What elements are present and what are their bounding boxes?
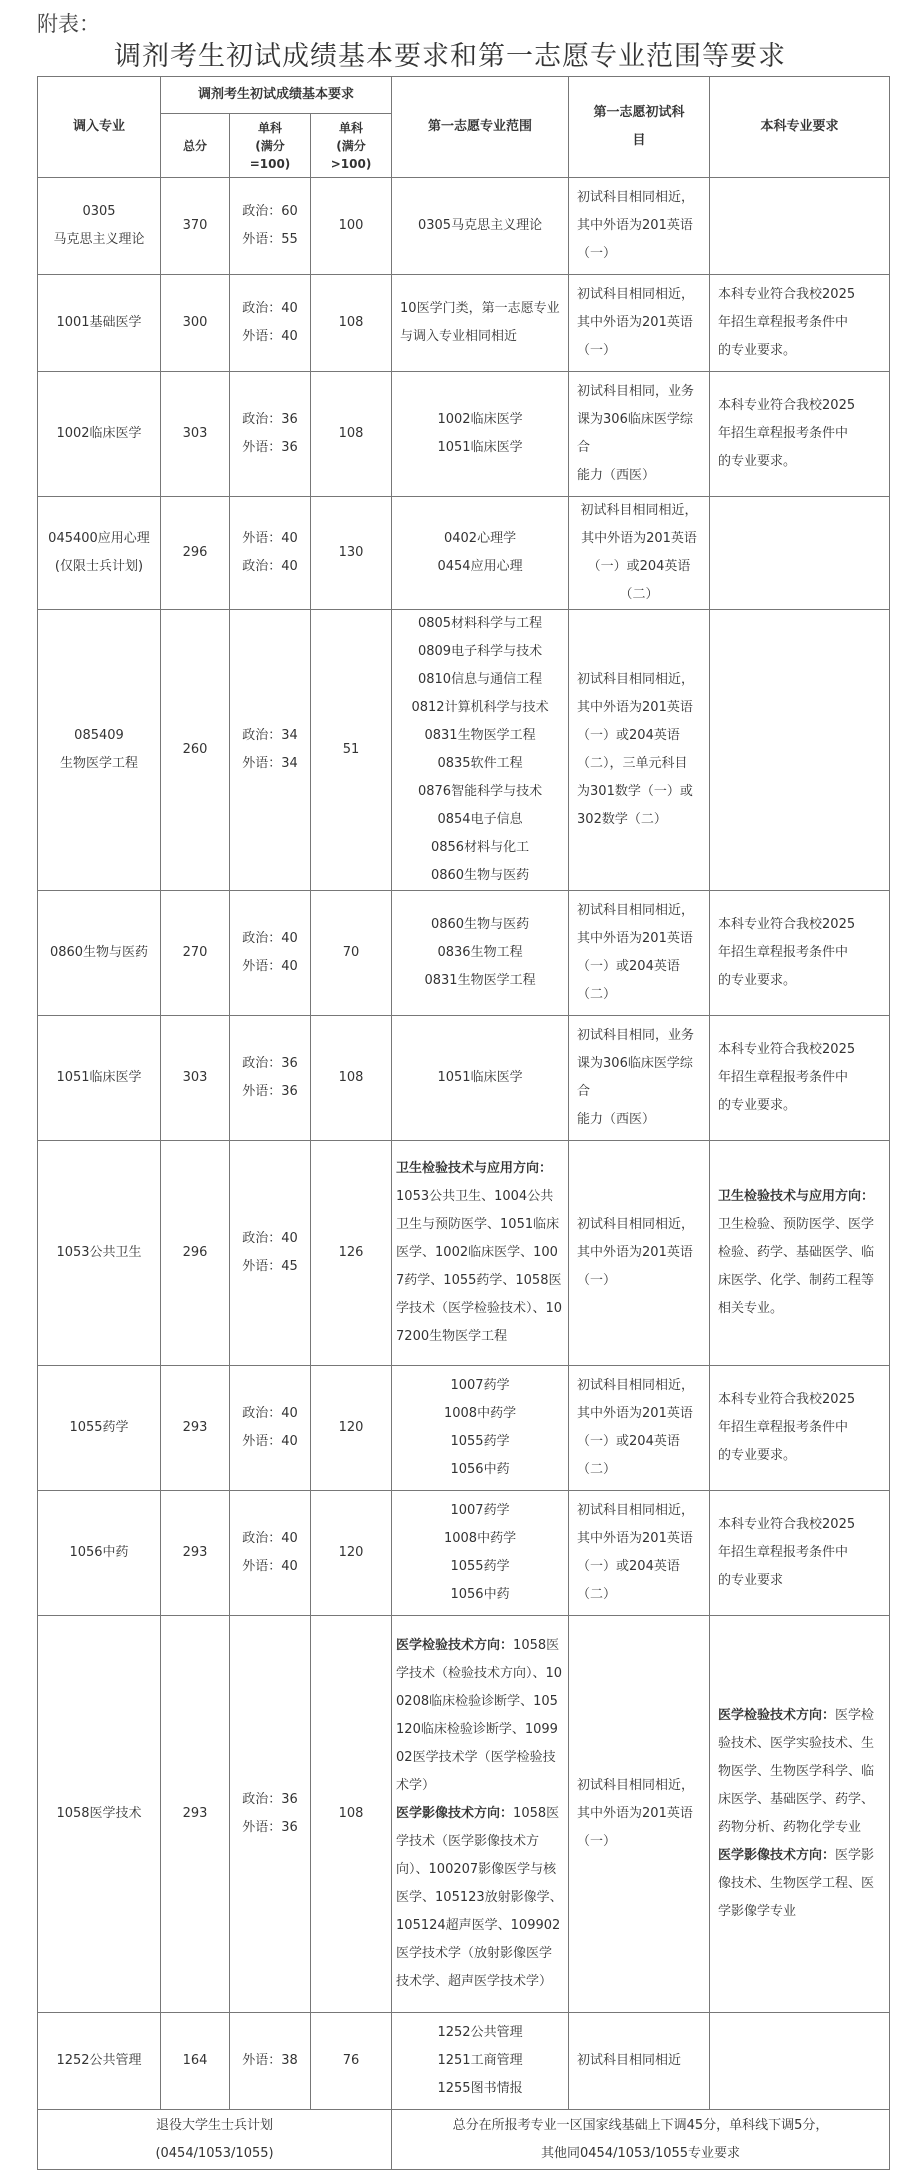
cell-subject: 初试科目相同相近， 其中外语为201英语 （一）或204英语 （二），三单元科目 为301数学（一）或 302数学（二） — [569, 610, 710, 891]
header-undergrad: 本科专业要求 — [710, 77, 890, 178]
table-row — [38, 1366, 890, 1491]
footer-row — [38, 2110, 890, 2170]
cell-major: 1058医学技术 — [38, 1616, 161, 2013]
cell-major: 045400应用心理 (仅限士兵计划) — [38, 497, 161, 610]
cell-single-gt100: 120 — [311, 1491, 392, 1616]
cell-scope: 医学检验技术方向：1058医学技术（检验技术方向）、100208临床检验诊断学、105120临床检验诊断学、109902医学技术学（医学检验技术学） 医学影像技术方向：1058医学技术（医学影像技术方向）、100207影像医学与核医学、105123放射影像学、105124超声医学、109902医学技术学（放射影像医学技术学、超声医学技术学） — [392, 1616, 569, 2013]
cell-major: 1056中药 — [38, 1491, 161, 1616]
cell-total: 293 — [161, 1616, 230, 2013]
cell-single-100: 政治：36 外语：36 — [230, 1016, 311, 1141]
cell-subject: 初试科目相同相近， 其中外语为201英语 （一） — [569, 1141, 710, 1366]
cell-single-gt100: 100 — [311, 178, 392, 275]
cell-major: 1051临床医学 — [38, 1016, 161, 1141]
cell-undergrad — [710, 2013, 890, 2110]
cell-single-gt100: 76 — [311, 2013, 392, 2110]
cell-scope: 0402心理学 0454应用心理 — [392, 497, 569, 610]
page-title: 调剂考生初试成绩基本要求和第一志愿专业范围等要求 — [114, 41, 786, 72]
cell-total: 164 — [161, 2013, 230, 2110]
cell-major: 1001基础医学 — [38, 275, 161, 372]
cell-undergrad — [710, 497, 890, 610]
cell-undergrad: 本科专业符合我校2025 年招生章程报考条件中 的专业要求 — [710, 1491, 890, 1616]
cell-major: 1002临床医学 — [38, 372, 161, 497]
cell-subject: 初试科目相同，业务 课为306临床医学综合 能力（西医） — [569, 1016, 710, 1141]
cell-single-100: 政治：60 外语：55 — [230, 178, 311, 275]
header-score-group: 调剂考生初试成绩基本要求 — [161, 77, 392, 114]
header-single-gt100: 单科 (满分 >100) — [311, 114, 392, 178]
table-row — [38, 610, 890, 891]
cell-single-gt100: 126 — [311, 1141, 392, 1366]
table-row — [38, 891, 890, 1016]
header-first-scope: 第一志愿专业范围 — [392, 77, 569, 178]
cell-scope: 1007药学 1008中药学 1055药学 1056中药 — [392, 1366, 569, 1491]
table-row — [38, 275, 890, 372]
cell-single-100: 外语：38 — [230, 2013, 311, 2110]
cell-scope: 卫生检验技术与应用方向： 1053公共卫生、1004公共卫生与预防医学、1051临床医学、1002临床医学、1007药学、1055药学、1058医学技术（医学检验技术）、107200生物医学工程 — [392, 1141, 569, 1366]
cell-subject: 初试科目相同相近， 其中外语为201英语 （一）或204英语 （二） — [569, 1491, 710, 1616]
cell-single-gt100: 70 — [311, 891, 392, 1016]
table-row — [38, 178, 890, 275]
cell-total: 370 — [161, 178, 230, 275]
cell-subject: 初试科目相同，业务 课为306临床医学综合 能力（西医） — [569, 372, 710, 497]
cell-single-100: 政治：40 外语：40 — [230, 891, 311, 1016]
cell-scope: 1252公共管理 1251工商管理 1255图书情报 — [392, 2013, 569, 2110]
cell-scope: 0860生物与医药 0836生物工程 0831生物医学工程 — [392, 891, 569, 1016]
cell-single-gt100: 108 — [311, 1616, 392, 2013]
cell-single-gt100: 130 — [311, 497, 392, 610]
cell-scope: 1051临床医学 — [392, 1016, 569, 1141]
cell-undergrad: 医学检验技术方向：医学检验技术、医学实验技术、生物医学、生物医学科学、临床医学、基础医学、药学、药物分析、药物化学专业 医学影像技术方向：医学影像技术、生物医学工程、医学影像学专业 — [710, 1616, 890, 2013]
cell-single-100: 政治：40 外语：45 — [230, 1141, 311, 1366]
table-row — [38, 2013, 890, 2110]
cell-single-100: 政治：36 外语：36 — [230, 372, 311, 497]
cell-undergrad: 本科专业符合我校2025 年招生章程报考条件中 的专业要求。 — [710, 891, 890, 1016]
cell-total: 296 — [161, 1141, 230, 1366]
cell-subject: 初试科目相同相近， 其中外语为201英语 （一）或204英语 （二） — [569, 497, 710, 610]
cell-subject: 初试科目相同相近， 其中外语为201英语 （一） — [569, 178, 710, 275]
cell-major: 1252公共管理 — [38, 2013, 161, 2110]
cell-undergrad: 本科专业符合我校2025 年招生章程报考条件中 的专业要求。 — [710, 1366, 890, 1491]
cell-total: 293 — [161, 1366, 230, 1491]
cell-total: 270 — [161, 891, 230, 1016]
cell-subject: 初试科目相同相近， 其中外语为201英语 （一）或204英语 （二） — [569, 891, 710, 1016]
table-row — [38, 1491, 890, 1616]
requirements-table — [37, 76, 890, 2170]
cell-single-100: 政治：34 外语：34 — [230, 610, 311, 891]
cell-scope: 0805材料科学与工程 0809电子科学与技术 0810信息与通信工程 0812计算机科学与技术 0831生物医学工程 0835软件工程 0876智能科学与技术 0854电子信息 0856材料与化工 0860生物与医药 — [392, 610, 569, 891]
header-total: 总分 — [161, 114, 230, 178]
header-single-100: 单科 (满分 =100) — [230, 114, 311, 178]
cell-total: 260 — [161, 610, 230, 891]
cell-single-100: 政治：40 外语：40 — [230, 275, 311, 372]
cell-major: 1053公共卫生 — [38, 1141, 161, 1366]
cell-single-100: 政治：40 外语：40 — [230, 1366, 311, 1491]
cell-single-gt100: 108 — [311, 275, 392, 372]
cell-scope: 1002临床医学 1051临床医学 — [392, 372, 569, 497]
cell-undergrad — [710, 610, 890, 891]
cell-single-gt100: 108 — [311, 372, 392, 497]
table-row — [38, 372, 890, 497]
cell-single-gt100: 108 — [311, 1016, 392, 1141]
footer-right: 总分在所报考专业一区国家线基础上下调45分，单科线下调5分， 其他同0454/1053/1055专业要求 — [392, 2110, 890, 2170]
cell-major: 085409 生物医学工程 — [38, 610, 161, 891]
header-first-subject: 第一志愿初试科目 — [569, 77, 710, 178]
table-row — [38, 1016, 890, 1141]
cell-single-gt100: 120 — [311, 1366, 392, 1491]
cell-single-100: 政治：40 外语：40 — [230, 1491, 311, 1616]
header-major: 调入专业 — [38, 77, 161, 178]
cell-subject: 初试科目相同相近， 其中外语为201英语 （一） — [569, 275, 710, 372]
cell-single-gt100: 51 — [311, 610, 392, 891]
table-row — [38, 497, 890, 610]
cell-single-100: 外语：40 政治：40 — [230, 497, 311, 610]
cell-major: 1055药学 — [38, 1366, 161, 1491]
cell-major: 0305 马克思主义理论 — [38, 178, 161, 275]
cell-total: 300 — [161, 275, 230, 372]
cell-total: 303 — [161, 1016, 230, 1141]
table-row — [38, 1141, 890, 1366]
cell-undergrad: 卫生检验技术与应用方向：卫生检验、预防医学、医学检验、药学、基础医学、临床医学、化学、制药工程等相关专业。 — [710, 1141, 890, 1366]
cell-total: 293 — [161, 1491, 230, 1616]
cell-undergrad: 本科专业符合我校2025 年招生章程报考条件中 的专业要求。 — [710, 275, 890, 372]
cell-total: 296 — [161, 497, 230, 610]
cell-undergrad: 本科专业符合我校2025 年招生章程报考条件中 的专业要求。 — [710, 1016, 890, 1141]
footer-left: 退役大学生士兵计划 (0454/1053/1055) — [38, 2110, 392, 2170]
cell-subject: 初试科目相同相近， 其中外语为201英语 （一）或204英语 （二） — [569, 1366, 710, 1491]
cell-undergrad: 本科专业符合我校2025 年招生章程报考条件中 的专业要求。 — [710, 372, 890, 497]
cell-single-100: 政治：36 外语：36 — [230, 1616, 311, 2013]
appendix-label: 附表： — [37, 12, 100, 36]
cell-subject: 初试科目相同相近 — [569, 2013, 710, 2110]
cell-total: 303 — [161, 372, 230, 497]
cell-subject: 初试科目相同相近， 其中外语为201英语 （一） — [569, 1616, 710, 2013]
cell-scope: 1007药学 1008中药学 1055药学 1056中药 — [392, 1491, 569, 1616]
cell-undergrad — [710, 178, 890, 275]
table-row — [38, 1616, 890, 2013]
cell-scope: 0305马克思主义理论 — [392, 178, 569, 275]
cell-major: 0860生物与医药 — [38, 891, 161, 1016]
cell-scope: 10医学门类，第一志愿专业 与调入专业相同相近 — [392, 275, 569, 372]
